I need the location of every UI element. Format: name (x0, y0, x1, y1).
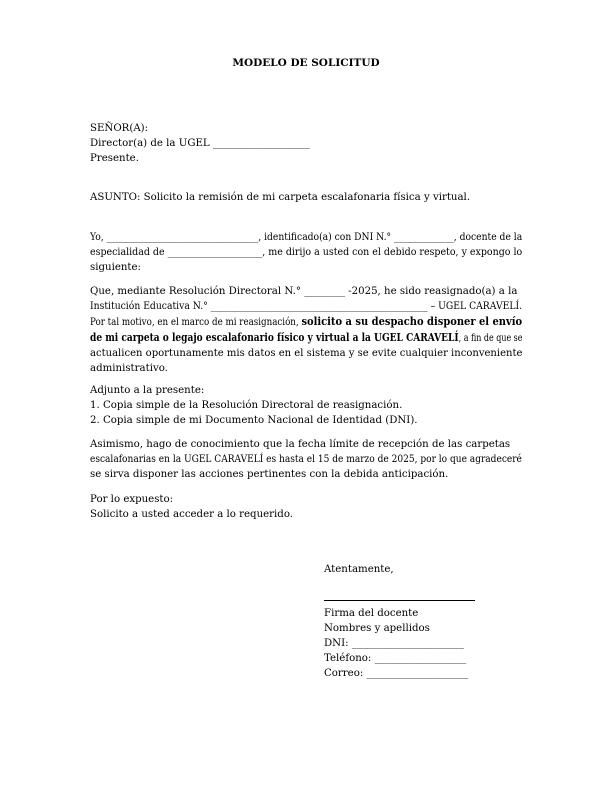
signature-firma: Firma del docente (324, 608, 419, 619)
request-emphasis-2: de mi carpeta o legajo escalafonario físico y virtual a la UGEL CARAVELÍ (90, 330, 459, 344)
intro-paragraph (90, 230, 522, 275)
body-line-3-a: Por tal motivo, en el marco de mi reasignación, (90, 317, 302, 328)
signature-correo: Correo: ____________________ (324, 668, 469, 679)
signature-block (324, 606, 524, 681)
request-emphasis-1: solicito a su despacho disponer el envío (301, 314, 523, 328)
presente-line: Presente. (90, 153, 139, 164)
body-line-2: Institución Educativa N.° _______________________________________________ – UGEL CARAVELÍ. (90, 301, 523, 312)
body-paragraph (90, 284, 522, 376)
closing-line-1: Por lo expuesto: (90, 494, 174, 505)
body-line-4 (90, 330, 523, 346)
body-line-5: actualicen oportunamente mis datos en el sistema y se evite cualquier inconveniente (90, 348, 523, 359)
attachments-heading: Adjunto a la presente: (90, 385, 205, 396)
attachment-item-1: 1. Copia simple de la Resolución Directoral de reasignación. (90, 400, 403, 411)
deadline-line-3: se sirva disponer las acciones pertinentes con la debida anticipación. (90, 469, 449, 480)
body-line-3 (90, 314, 523, 330)
signature-nombres: Nombres y apellidos (324, 623, 430, 634)
intro-line-3: siguiente: (90, 262, 141, 273)
document-title: MODELO DE SOLICITUD (232, 57, 380, 69)
signature-line (324, 600, 475, 601)
body-line-4-b: , a fin de que se (458, 333, 523, 344)
asunto-block (90, 190, 522, 205)
intro-line-1: Yo, _________________________________, identificado(a) con DNI N.° _____________, docente de la (90, 232, 523, 243)
deadline-paragraph (90, 437, 522, 482)
recipient-block (90, 121, 522, 166)
attachment-item-2: 2. Copia simple de mi Documento Nacional de Identidad (DNI). (90, 415, 418, 426)
intro-line-2: especialidad de ____________________, me dirijo a usted con el debido respeto, y expongo lo (90, 247, 523, 258)
signature-telefono: Teléfono: __________________ (324, 653, 467, 664)
body-line-1: Que, mediante Resolución Directoral N.° ________ -2025, he sido reasignado(a) a la (90, 286, 518, 297)
deadline-line-2: escalafonarias en la UGEL CARAVELÍ es hasta el 15 de marzo de 2025, por lo que agradeceré (90, 454, 522, 465)
body-line-6: administrativo. (90, 363, 168, 374)
closing-line-2: Solicito a usted acceder a lo requerido. (90, 509, 294, 520)
director-line: Director(a) de la UGEL ___________________ (90, 138, 310, 149)
deadline-line-1: Asimismo, hago de conocimiento que la fecha límite de recepción de las carpetas (90, 439, 511, 450)
asunto-line: ASUNTO: Solicito la remisión de mi carpeta escalafonaria física y virtual. (90, 192, 471, 203)
closing-block (90, 492, 522, 522)
atentamente: Atentamente, (324, 564, 394, 575)
attachments-block (90, 383, 522, 428)
salutation: SEÑOR(A): (90, 123, 149, 134)
signature-dni: DNI: ______________________ (324, 638, 464, 649)
